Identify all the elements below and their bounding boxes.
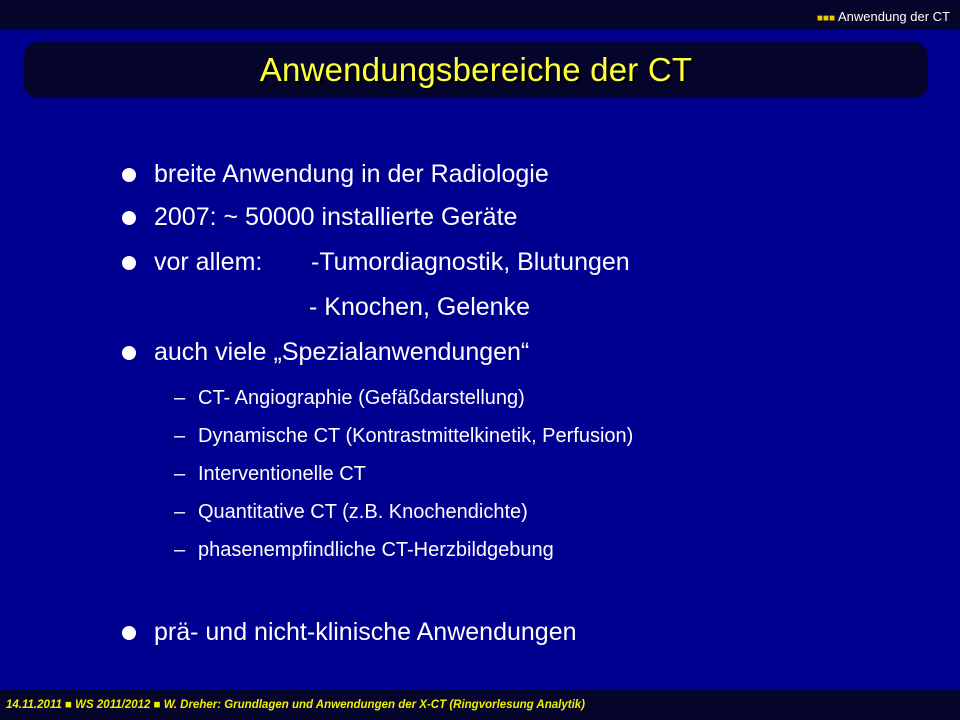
footer-bar <box>0 690 960 720</box>
bullet-dot-icon <box>122 211 136 225</box>
bullet-dot-icon <box>122 256 136 270</box>
bullet-lead: vor allem: <box>154 248 263 276</box>
bullet-item <box>122 160 549 189</box>
dash-marker: – <box>174 387 186 409</box>
bullet-item <box>122 618 577 647</box>
sub-item-text: CT- Angiographie (Gefäßdarstellung) <box>198 387 525 409</box>
bullet-item <box>122 203 517 232</box>
sub-item-text: Dynamische CT (Kontrastmittelkinetik, Perfusion) <box>198 425 634 447</box>
bullet-dot-icon <box>122 346 136 360</box>
bullet-item <box>122 248 630 277</box>
sub-item-text: Quantitative CT (z.B. Knochendichte) <box>198 501 528 523</box>
dash-marker: – <box>174 539 186 561</box>
sub-list-item <box>174 387 525 410</box>
bullet-item <box>122 338 529 367</box>
bullet-text: prä- und nicht-klinische Anwendungen <box>154 618 577 646</box>
section-label-text: Anwendung der CT <box>837 9 950 24</box>
sub-list-item <box>174 463 366 486</box>
sub-item-text: phasenempfindliche CT-Herzbildgebung <box>198 539 554 561</box>
bullet-text: breite Anwendung in der Radiologie <box>154 160 549 188</box>
bullet-dot-icon <box>122 626 136 640</box>
dash-marker: – <box>174 425 186 447</box>
section-marker: ■■■ <box>816 13 835 24</box>
bullet-continuation: - Knochen, Gelenke <box>309 293 530 321</box>
bullet-dot-icon <box>122 168 136 182</box>
sub-list-item <box>174 425 633 448</box>
sub-list-item <box>174 539 554 562</box>
bullet-text: -Tumordiagnostik, Blutungen <box>311 248 630 276</box>
slide-title: Anwendungsbereiche der CT <box>259 51 693 88</box>
bullet-text: auch viele „Spezialanwendungen“ <box>154 338 530 366</box>
sub-list-item <box>174 501 528 524</box>
sub-item-text: Interventionelle CT <box>198 463 366 485</box>
footer-text: 14.11.2011 ■ WS 2011/2012 ■ W. Dreher: Grundlagen und Anwendungen der X-CT (Ringvorlesung Analytik) <box>6 699 585 711</box>
bullet-text: 2007: ~ 50000 installierte Geräte <box>154 203 518 231</box>
dash-marker: – <box>174 463 186 485</box>
dash-marker: – <box>174 501 186 523</box>
